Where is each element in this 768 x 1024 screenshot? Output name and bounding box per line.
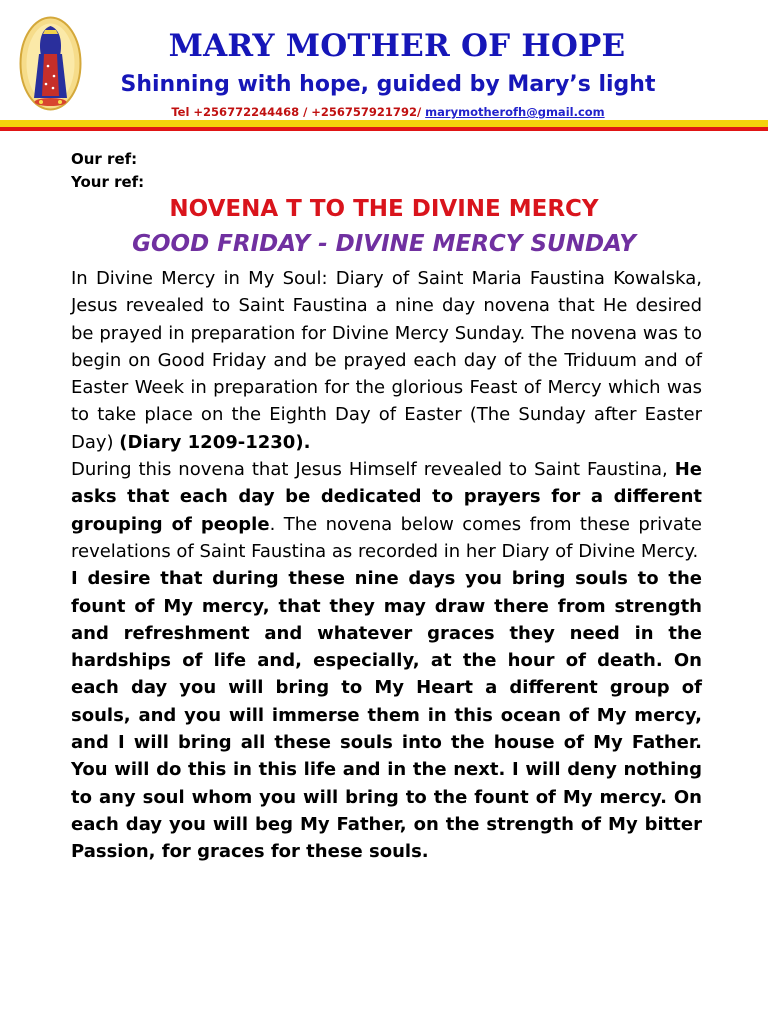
paragraph-novena-end: . The novena below comes from these private revelations of Saint Faustina as recorded in her Diary of Divine Mercy.	[71, 513, 702, 562]
organization-tagline: Shinning with hope, guided by Mary’s light	[120, 72, 656, 97]
paragraph-intro-citation: (Diary 1209-1230)	[119, 431, 304, 453]
document-body	[71, 265, 702, 866]
paragraph-quote	[71, 565, 702, 865]
paragraph-quote-text: I desire that during these nine days you bring souls to the fount of My mercy, that they may draw there from strength and refreshment and whatever graces they need in the hardships of life and, especially, at the hour of death. On each day you will bring to My Heart a different group of souls, and you will immerse them in this ocean of My mercy, and I will bring all these souls into the house of My Father. You will do this in this life and in the next. I will deny nothing to any soul whom you will bring to the fount of My mercy. On each day you will beg My Father, on the strength of My bitter Passion, for graces for these souls.	[71, 568, 702, 863]
paragraph-novena	[71, 456, 702, 565]
paragraph-novena-emphasis: He asks that each day be dedicated to prayers for a different grouping of people	[71, 459, 702, 535]
your-ref-label: Your ref:	[71, 173, 145, 191]
paragraph-intro-text: In Divine Mercy in My Soul: Diary of Saint Maria Faustina Kowalska, Jesus revealed to Saint Faustina a nine day novena that He desired be prayed in preparation for Divine Mercy Sunday. The novena was to begin on Good Friday and be prayed each day of the Triduum and of Easter Week in preparation for the glorious Feast of Mercy which was to take place on the Eighth Day of Easter (The Sunday after Easter Day)	[71, 268, 702, 453]
document-title: NOVENA T TO THE DIVINE MERCY	[169, 196, 599, 222]
header-stripe-red	[0, 127, 768, 131]
document-subtitle: GOOD FRIDAY - DIVINE MERCY SUNDAY	[132, 231, 636, 257]
header-stripe-yellow	[0, 120, 768, 127]
contact-email-link[interactable]: marymotherofh@gmail.com	[425, 105, 605, 119]
paragraph-intro	[71, 265, 702, 456]
organization-name: MARY MOTHER OF HOPE	[168, 28, 626, 64]
our-ref-label: Our ref:	[71, 150, 138, 168]
paragraph-novena-start: During this novena that Jesus Himself revealed to Saint Faustina,	[71, 459, 675, 481]
contact-phone: Tel +256772244468 / +256757921792/	[171, 105, 422, 119]
paragraph-intro-end: .	[303, 431, 311, 453]
contact-line	[0, 105, 768, 119]
